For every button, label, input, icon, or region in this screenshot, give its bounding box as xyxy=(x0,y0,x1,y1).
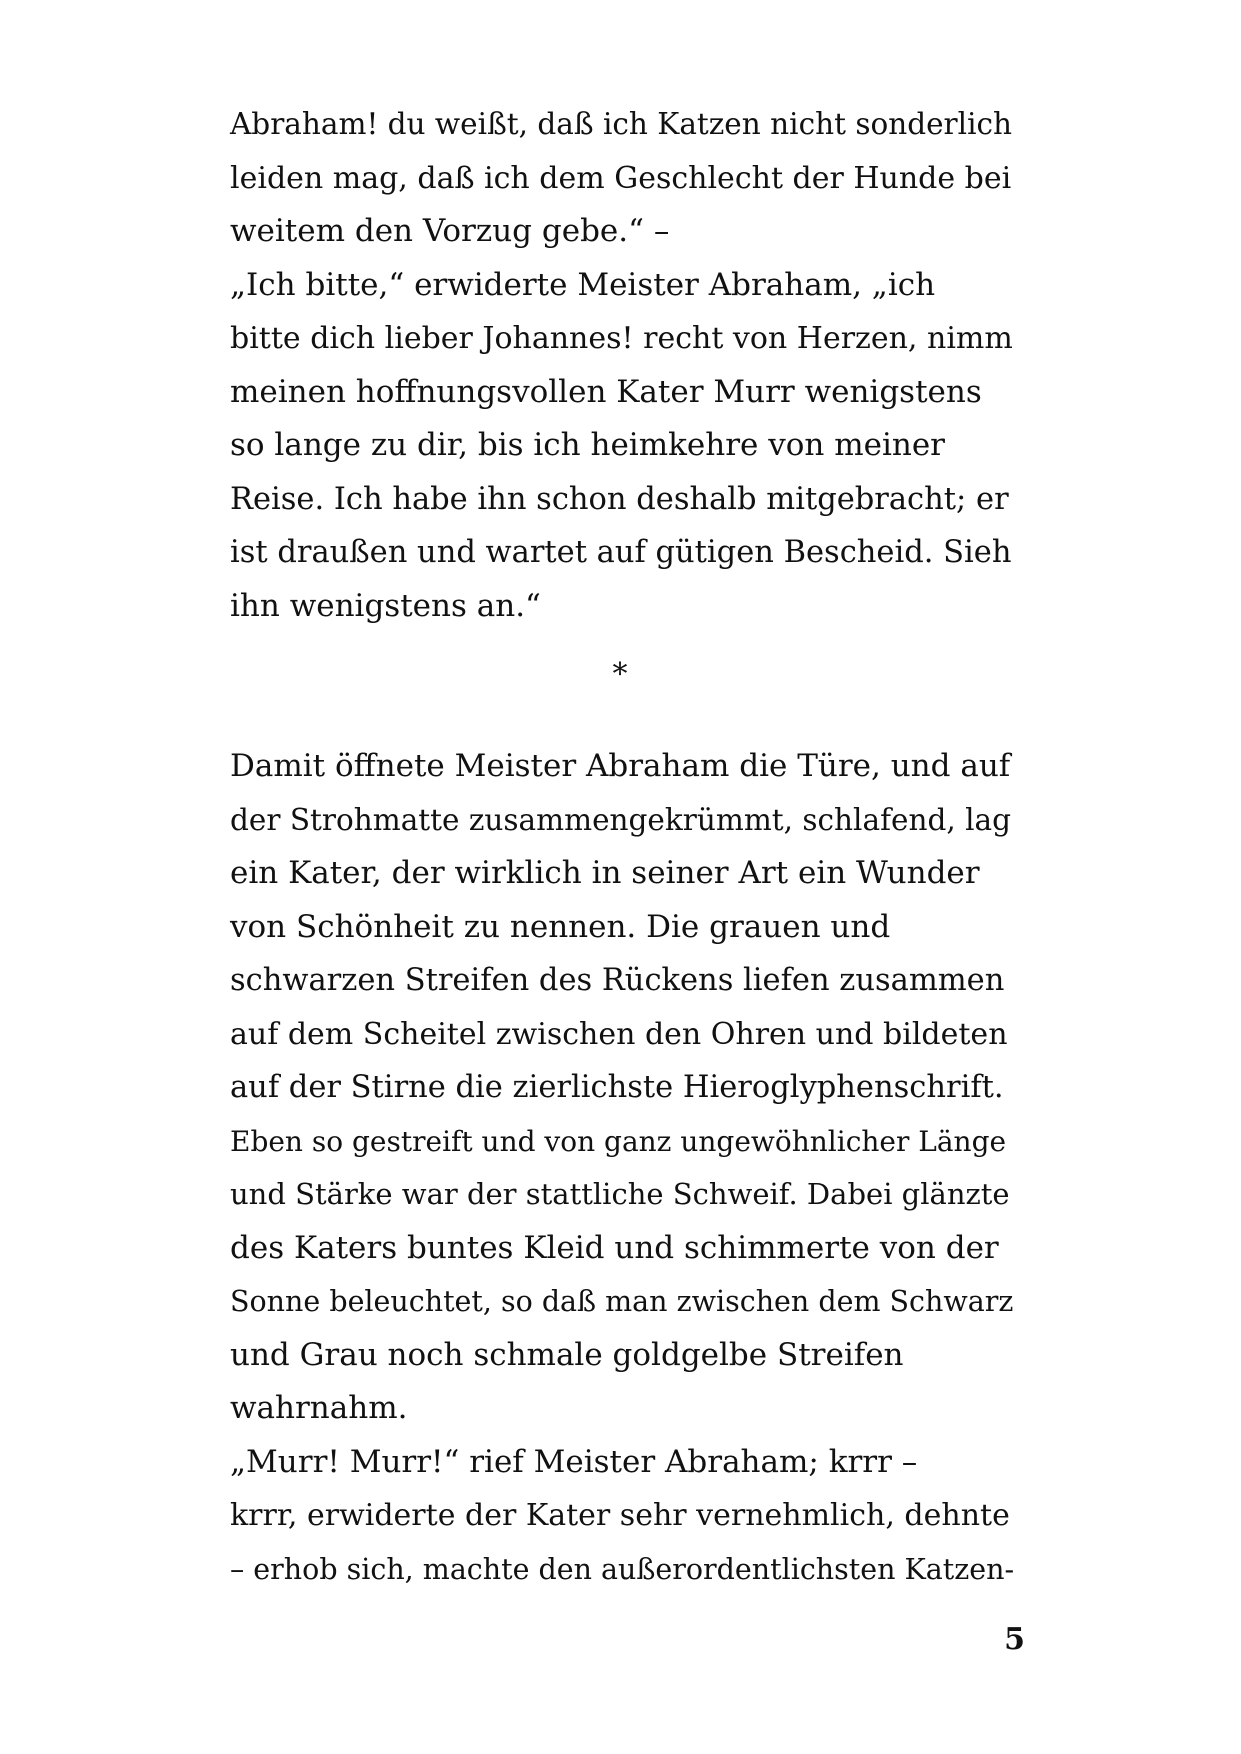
text-line: ein Kater, der wirklich in seiner Art ein Wunder xyxy=(230,855,980,891)
text-line: auf dem Scheitel zwischen den Ohren und bildeten xyxy=(230,1016,1008,1052)
page-number: 5 xyxy=(1004,1622,1025,1657)
text-line: meinen hoffnungsvollen Kater Murr wenigstens xyxy=(230,373,982,410)
text-line: der Strohmatte zusammengekrümmt, schlafend, lag xyxy=(230,802,1012,837)
text-line: krrr, erwiderte der Kater sehr vernehmlich, dehnte xyxy=(230,1498,1010,1533)
text-line: ist draußen und wartet auf gütigen Bescheid. Sieh xyxy=(230,535,1012,570)
text-line: Damit öffnete Meister Abraham die Türe, und auf xyxy=(230,748,1011,784)
text-line: Reise. Ich habe ihn schon deshalb mitgebracht; er xyxy=(230,481,1009,517)
text-line: „Ich bitte,“ erwiderte Meister Abraham, „ich xyxy=(230,266,936,303)
text-line: so lange zu dir, bis ich heimkehre von meiner xyxy=(230,427,945,463)
text-line: und Stärke war der stattliche Schweif. Dabei glänzte xyxy=(230,1177,1010,1211)
text-line: bitte dich lieber Johannes! recht von Herzen, nimm xyxy=(230,321,1013,356)
text-block-top xyxy=(230,98,1015,633)
text-block-bottom xyxy=(230,740,1015,1596)
text-line: auf der Stirne die zierlichste Hieroglyphenschrift. xyxy=(230,1070,1004,1105)
text-line: weitem den Vorzug gebe.“ – xyxy=(230,213,670,249)
text-line: leiden mag, daß ich dem Geschlecht der Hunde bei xyxy=(230,160,1012,196)
text-line: des Katers buntes Kleid und schimmerte von der xyxy=(230,1229,999,1266)
text-line: ihn wenigstens an.“ xyxy=(230,587,541,624)
text-line: Abraham! du weißt, daß ich Katzen nicht sonderlich xyxy=(230,107,1013,141)
text-line: wahrnahm. xyxy=(230,1390,408,1426)
text-line: „Murr! Murr!“ rief Meister Abraham; krrr – xyxy=(230,1443,918,1480)
text-line: und Grau noch schmale goldgelbe Streifen xyxy=(230,1336,904,1373)
section-separator: * xyxy=(612,657,628,692)
text-line: Sonne beleuchtet, so daß man zwischen dem Schwarz xyxy=(230,1285,1014,1318)
text-line: – erhob sich, machte den außerordentlichsten Katzen- xyxy=(230,1552,1015,1586)
text-line: schwarzen Streifen des Rückens liefen zusammen xyxy=(230,963,1005,998)
text-line: Eben so gestreift und von ganz ungewöhnlicher Länge xyxy=(230,1124,1007,1158)
text-line: von Schönheit zu nennen. Die grauen und xyxy=(230,908,891,945)
